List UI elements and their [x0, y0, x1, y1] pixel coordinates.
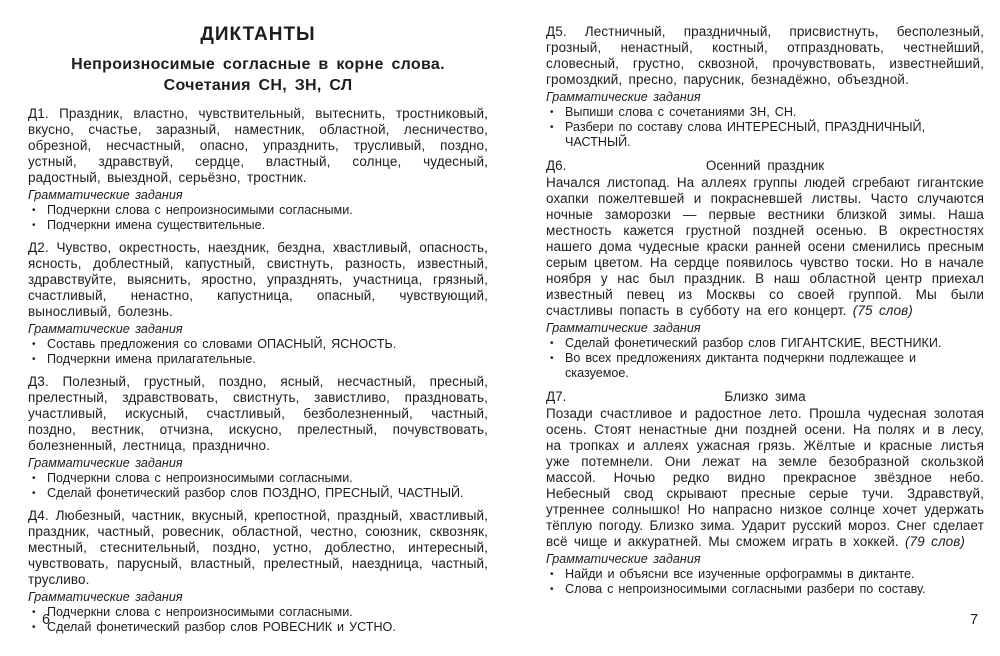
task-text: Подчеркни имена прилагательные.	[47, 352, 256, 366]
dictation-word-list	[28, 508, 488, 588]
grammar-tasks-heading: Грамматические задания	[546, 90, 701, 104]
task-text: Составь предложения со словами ОПАСНЫЙ, ЯСНОСТЬ.	[47, 337, 397, 351]
dictation-heading	[546, 388, 984, 405]
bullet-icon: •	[550, 107, 554, 118]
subtitle-line-2: Сочетания СН, ЗН, СЛ	[163, 77, 353, 94]
dictation-words: Любезный, частник, вкусный, крепостной, праздный, хвастливый, праздник, частный, ровесник, областной, честно, союзник, сквозняк, местный, стеснительный, поздно, устно, доблестно, интересный, чувствовать, парусный, властный, прелестный, наездница, частный, трусливо.	[28, 508, 488, 587]
dictation-section-d2	[28, 240, 488, 367]
bullet-icon: •	[32, 488, 36, 499]
grammar-tasks-heading: Грамматические задания	[28, 188, 183, 202]
dictation-section-d3	[28, 374, 488, 501]
task-text: Во всех предложениях диктанта подчеркни подлежащее и сказуемое.	[565, 351, 917, 380]
page-left	[28, 24, 488, 642]
dictation-words: Праздник, властно, чувствительный, вытеснить, тростниковый, вкусно, счастье, заразный, наместник, областной, лесничество, обрезной, несчастный, опасно, упразднить, трусливый, поздно, устный, здравствуй, сердце, властный, солнце, чудесный, радостный, выездной, серьёзно, тростник.	[28, 106, 488, 185]
dictation-word-list	[546, 24, 984, 88]
task-text: Подчеркни имена существительные.	[47, 218, 266, 232]
dictation-words: Полезный, грустный, поздно, ясный, несчастный, пресный, прелестный, здравствовать, свистнуть, завистливо, праздновать, участливый, искусный, счастливый, безболезненный, частный, поздно, вестник, отчизна, искусно, прелестный, почувствовать, болезненный, лестница, празднично.	[28, 374, 488, 453]
bullet-icon: •	[32, 354, 36, 365]
bullet-icon: •	[32, 607, 36, 618]
dictation-section-d5	[546, 24, 984, 150]
task-text: Подчеркни слова с непроизносимыми согласными.	[47, 203, 353, 217]
bullet-icon: •	[550, 338, 554, 349]
dictation-section-d4	[28, 508, 488, 635]
dictation-label: Д3.	[28, 374, 49, 389]
task-item	[546, 582, 984, 597]
dictation-section-d1	[28, 106, 488, 233]
task-item	[28, 203, 488, 218]
task-text: Сделай фонетический разбор слов ПОЗДНО, ПРЕСНЫЙ, ЧАСТНЫЙ.	[47, 486, 464, 500]
task-text: Подчеркни слова с непроизносимыми согласными.	[47, 605, 353, 619]
page-title: ДИКТАНТЫ	[200, 24, 316, 45]
grammar-tasks-heading: Грамматические задания	[546, 552, 701, 566]
task-item	[28, 352, 488, 367]
dictation-words: Чувство, окрестность, наездник, бездна, хвастливый, опасность, ясность, доблестный, капустный, свистнуть, разность, известный, здравствуйте, выяснить, яростно, упразднять, участница, грязный, счастливый, ненастно, капустница, опасный, чувствующий, выносливый, болезнь.	[28, 240, 489, 319]
page-number-left: 6	[42, 612, 51, 628]
grammar-tasks-heading: Грамматические задания	[28, 322, 183, 336]
task-text: Слова с непроизносимыми согласными разбери по составу.	[565, 582, 926, 596]
task-item	[546, 120, 984, 150]
dictation-heading	[546, 157, 984, 174]
task-text: Сделай фонетический разбор слов ГИГАНТСКИЕ, ВЕСТНИКИ.	[565, 336, 942, 350]
dictation-label: Д2.	[28, 240, 49, 255]
dictation-words: Лестничный, праздничный, присвистнуть, бесполезный, грозный, ненастный, костный, отпраздновать, честнейший, словесный, грустно, сквозной, прочувствовать, известнейший, громоздкий, пресно, парусник, безнадёжно, объездной.	[546, 24, 984, 87]
grammar-tasks	[546, 321, 984, 381]
grammar-tasks	[28, 322, 488, 367]
dictation-body: Позади счастливое и радостное лето. Прошла чудесная золотая осень. Стоят ненастные дни поздней осени. На полях и в лесу, на тропках и аллеях ужасная грязь. Жёлтые и красные листья уже потемнели. Они лежат на земле безобразной скользкой массой. Ночью редко видно прекрасное звёздное небо. Небесный свод скрывают пресные серые тучи. Здравствуй, утреннее солнышко! Но напрасно низкое солнце хочет удержать тёплую погоду. Близко зима. Ударит русский мороз. Снег сделает всё чище и аккуратней. Мы сможем играть в хоккей.	[546, 406, 984, 549]
task-item	[28, 486, 488, 501]
dictation-label: Д4.	[28, 508, 49, 523]
subtitle-line-1: Непроизносимые согласные в корне слова.	[71, 56, 445, 73]
grammar-tasks	[28, 188, 488, 233]
bullet-icon: •	[32, 339, 36, 350]
dictation-word-list	[28, 374, 488, 454]
bullet-icon: •	[550, 569, 554, 580]
word-count: (79 слов)	[904, 534, 966, 549]
task-item	[28, 218, 488, 233]
task-item	[546, 105, 984, 120]
dictation-word-list	[28, 106, 488, 186]
bullet-icon: •	[32, 205, 36, 216]
dictation-section-d7	[546, 388, 984, 597]
dictation-word-list	[28, 240, 488, 320]
task-item	[28, 471, 488, 486]
page-number-right: 7	[970, 612, 979, 628]
bullet-icon: •	[32, 220, 36, 231]
word-count: (75 слов)	[852, 303, 913, 318]
task-text: Выпиши слова с сочетаниями ЗН, СН.	[565, 105, 797, 119]
dictation-label: Д7.	[546, 389, 567, 404]
bullet-icon: •	[32, 473, 36, 484]
task-item	[28, 337, 488, 352]
dictation-text	[546, 175, 984, 319]
task-item	[546, 567, 984, 582]
task-item	[546, 336, 984, 351]
task-text: Разбери по составу слова ИНТЕРЕСНЫЙ, ПРАЗДНИЧНЫЙ, ЧАСТНЫЙ.	[565, 120, 926, 149]
page-right	[546, 24, 984, 604]
task-text: Найди и объясни все изученные орфограммы в диктанте.	[565, 567, 915, 581]
dictation-section-d6	[546, 157, 984, 381]
grammar-tasks	[546, 552, 984, 597]
grammar-tasks-heading: Грамматические задания	[546, 321, 701, 335]
bullet-icon: •	[550, 122, 554, 133]
grammar-tasks	[28, 456, 488, 501]
dictation-label: Д5.	[546, 24, 567, 39]
grammar-tasks-heading: Грамматические задания	[28, 456, 183, 470]
task-item	[28, 620, 488, 635]
dictation-title: Осенний праздник	[705, 158, 825, 173]
task-item	[546, 351, 984, 381]
task-item	[28, 605, 488, 620]
dictation-label: Д6.	[546, 158, 567, 173]
task-text: Сделай фонетический разбор слов РОВЕСНИК и УСТНО.	[47, 620, 396, 634]
page-subtitle	[28, 54, 488, 96]
dictation-label: Д1.	[28, 106, 49, 121]
grammar-tasks-heading: Грамматические задания	[28, 590, 183, 604]
bullet-icon: •	[550, 584, 554, 595]
bullet-icon: •	[32, 622, 36, 633]
grammar-tasks	[546, 90, 984, 150]
task-text: Подчеркни слова с непроизносимыми согласными.	[47, 471, 353, 485]
dictation-body: Начался листопад. На аллеях группы людей сгребают гигантские охапки пожелтевшей и покрасневшей листвы. Часто случаются ночные заморозки — первые вестники близкой зимы. Наша местность кажется грустной поздней осенью. В окрестностях нашего дома чудесные краски ранней осени сменились пресным серым цветом. На сердце появилось чувство тоски. Но в начале ноября у нас был праздник. В наш областной центр приехал известный певец из Москвы со своей группой. Мы были счастливы попасть в субботу на его концерт.	[546, 175, 984, 318]
bullet-icon: •	[550, 353, 554, 364]
dictation-title: Близко зима	[724, 389, 806, 404]
grammar-tasks	[28, 590, 488, 635]
dictation-text	[546, 406, 984, 550]
